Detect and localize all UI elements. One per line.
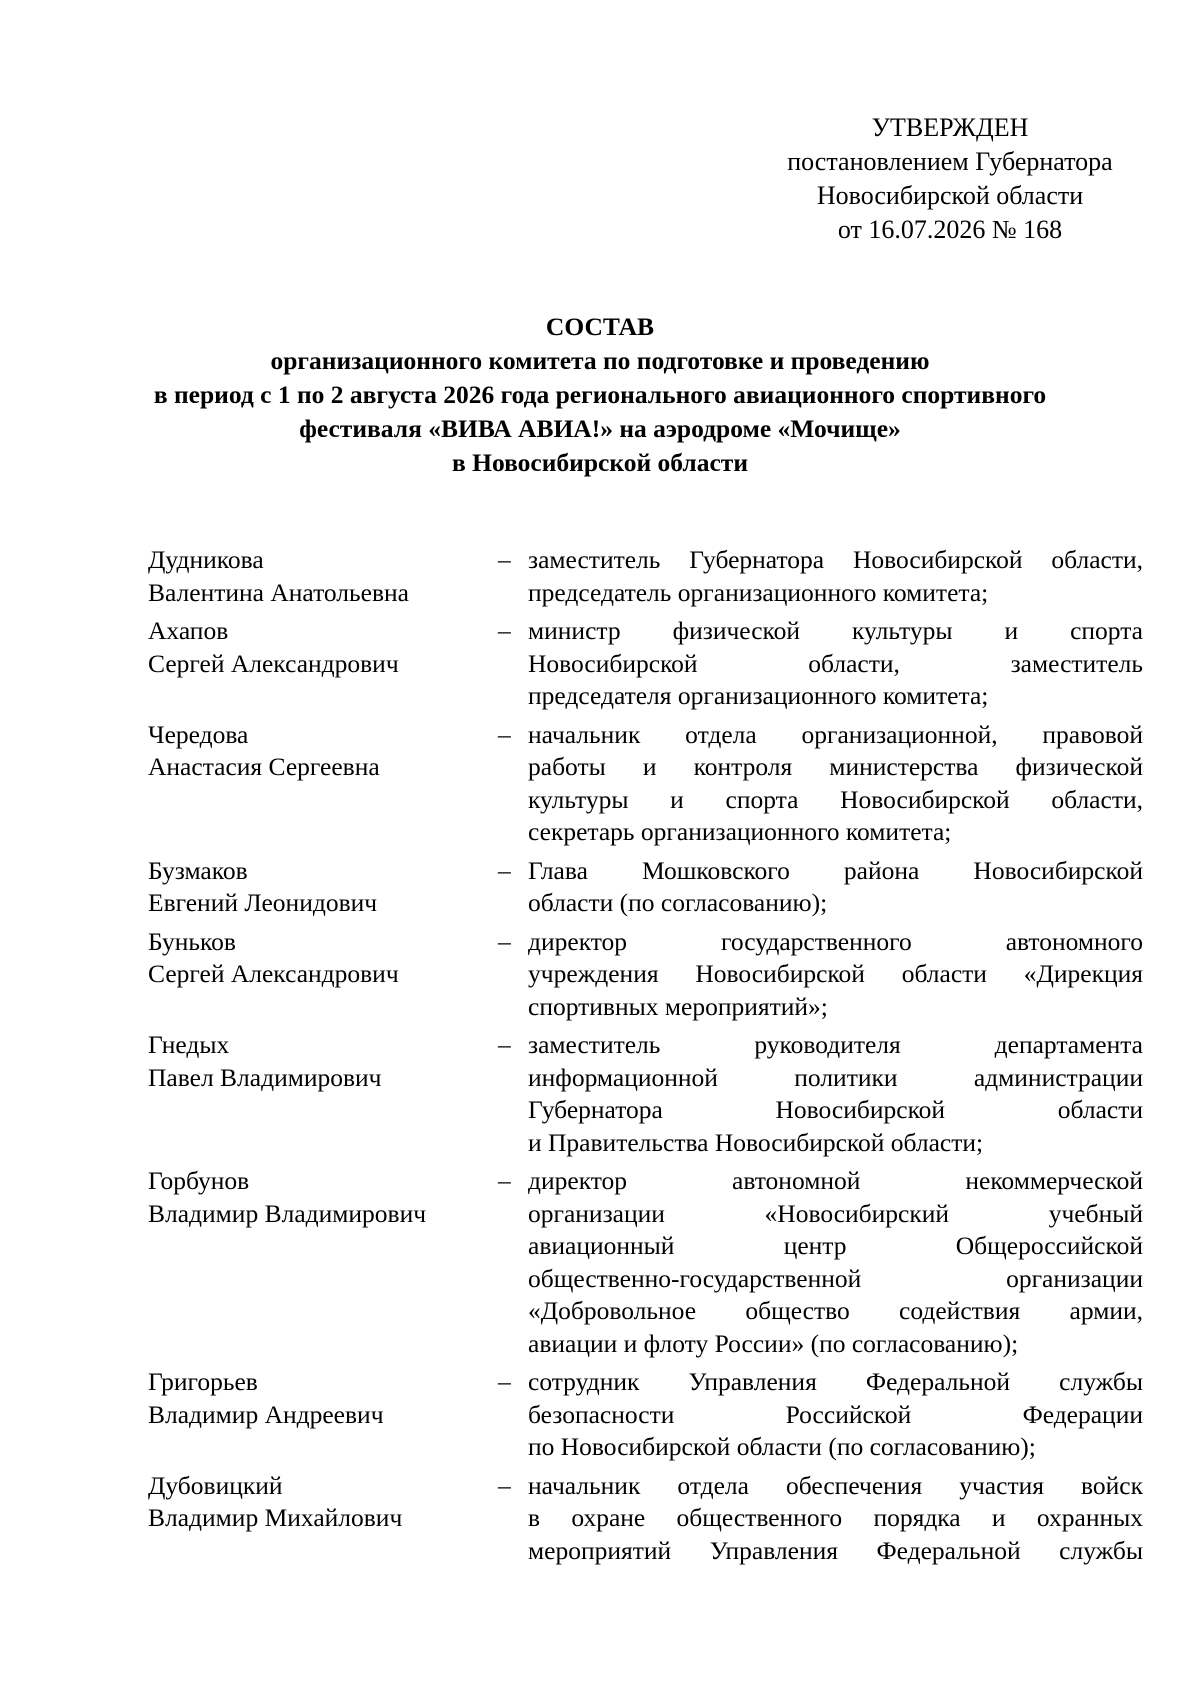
- subtitle-line: фестиваля «ВИВА АВИА!» на аэродроме «Мочище»: [299, 414, 901, 443]
- member-name: [148, 855, 488, 920]
- member-name: [148, 926, 488, 991]
- approval-line: Новосибирской области: [816, 181, 1084, 210]
- role-line: информационной политики администрации: [528, 1062, 1143, 1092]
- committee-member: [148, 1165, 1143, 1360]
- approval-line: от 16.07.2026 № 168: [837, 215, 1063, 244]
- committee-member: [148, 544, 1143, 609]
- role-line: спортивных мероприятий»;: [528, 991, 828, 1021]
- role-line: и Правительства Новосибирской области;: [528, 1127, 984, 1157]
- member-role: [528, 1366, 1143, 1464]
- role-line: организации «Новосибирский учебный: [528, 1198, 1143, 1228]
- committee-member: [148, 1029, 1143, 1159]
- role-line: заместитель руководителя департамента: [528, 1030, 1143, 1059]
- member-role: [528, 544, 1143, 609]
- member-role: [528, 926, 1143, 1024]
- member-surname: Дудникова: [148, 545, 264, 574]
- member-surname: Ахапов: [148, 616, 229, 645]
- member-given: Владимир Андреевич: [148, 1399, 384, 1429]
- document-title: СОСТАВ: [545, 312, 655, 341]
- member-given: Владимир Владимирович: [148, 1198, 427, 1228]
- member-surname: Гнедых: [148, 1030, 230, 1059]
- member-surname: Буньков: [148, 926, 236, 956]
- member-given: Сергей Александрович: [148, 648, 399, 678]
- role-line: авиационный центр Общероссийской: [528, 1231, 1143, 1260]
- dash-separator: –: [498, 1470, 511, 1500]
- dash-separator: –: [498, 545, 511, 574]
- member-role: [528, 1165, 1143, 1360]
- dash-separator: –: [498, 926, 511, 956]
- member-name: [148, 719, 488, 784]
- member-given: Владимир Михайлович: [148, 1503, 403, 1532]
- role-line: сотрудник Управления Федеральной службы: [528, 1367, 1143, 1396]
- committee-member-list: [148, 544, 1143, 1573]
- member-role: [528, 855, 1143, 920]
- member-surname: Горбунов: [148, 1166, 250, 1195]
- document-heading: [100, 310, 1100, 480]
- member-name: [148, 1470, 488, 1535]
- role-line: Губернатора Новосибирской области: [528, 1095, 1143, 1124]
- member-role: [528, 719, 1143, 849]
- role-line: председателя организационного комитета;: [528, 681, 989, 710]
- dash-separator: –: [498, 616, 511, 645]
- role-line: в охране общественного порядка и охранных: [528, 1503, 1143, 1532]
- dash-separator: –: [498, 1030, 511, 1059]
- member-role: [528, 615, 1143, 713]
- member-surname: Дубовицкий: [148, 1470, 283, 1500]
- member-given: Евгений Леонидович: [148, 888, 378, 917]
- role-line: заместитель Губернатора Новосибирской области,: [528, 545, 1143, 574]
- committee-member: [148, 1366, 1143, 1464]
- dash-separator: –: [498, 1166, 511, 1195]
- member-name: [148, 1029, 488, 1094]
- member-given: Павел Владимирович: [148, 1062, 382, 1092]
- committee-member: [148, 1470, 1143, 1568]
- dash-separator: –: [498, 1367, 511, 1396]
- member-surname: Чередова: [148, 719, 249, 749]
- role-line: секретарь организационного комитета;: [528, 817, 952, 846]
- role-line: учреждения Новосибирской области «Дирекция: [528, 959, 1143, 988]
- dash-separator: –: [498, 719, 511, 749]
- role-line: начальник отдела обеспечения участия войск: [528, 1470, 1143, 1500]
- role-line: начальник отдела организационной, правовой: [528, 719, 1143, 749]
- member-role: [528, 1029, 1143, 1159]
- role-line: Глава Мошковского района Новосибирской: [528, 855, 1143, 885]
- role-line: председатель организационного комитета;: [528, 577, 989, 607]
- role-line: авиации и флоту России» (по согласованию);: [528, 1328, 1019, 1358]
- role-line: директор государственного автономного: [528, 926, 1143, 956]
- subtitle-line: в Новосибирской области: [451, 448, 749, 477]
- approval-line: постановлением Губернатора: [787, 147, 1113, 176]
- role-line: министр физической культуры и спорта: [528, 616, 1143, 645]
- committee-member: [148, 615, 1143, 713]
- subtitle-line: организационного комитета по подготовке и проведению: [270, 346, 930, 375]
- role-line: безопасности Российской Федерации: [528, 1399, 1143, 1429]
- member-given: Валентина Анатольевна: [148, 577, 409, 607]
- role-line: «Добровольное общество содействия армии,: [528, 1296, 1143, 1325]
- role-line: культуры и спорта Новосибирской области,: [528, 784, 1143, 814]
- member-given: Анастасия Сергеевна: [148, 752, 380, 781]
- committee-member: [148, 719, 1143, 849]
- role-line: Новосибирской области, заместитель: [528, 648, 1143, 678]
- role-line: общественно-государственной организации: [528, 1263, 1143, 1293]
- role-line: мероприятий Управления Федеральной службы: [528, 1535, 1143, 1565]
- member-name: [148, 615, 488, 680]
- role-line: области (по согласованию);: [528, 888, 828, 917]
- committee-member: [148, 855, 1143, 920]
- member-role: [528, 1470, 1143, 1568]
- approval-stamp: [740, 111, 1160, 247]
- member-given: Сергей Александрович: [148, 959, 399, 988]
- subtitle-line: в период с 1 по 2 августа 2026 года регионального авиационного спортивного: [153, 380, 1047, 409]
- dash-separator: –: [498, 855, 511, 885]
- approval-line: УТВЕРЖДЕН: [871, 113, 1029, 142]
- member-name: [148, 544, 488, 609]
- member-name: [148, 1366, 488, 1431]
- member-surname: Бузмаков: [148, 855, 248, 885]
- role-line: по Новосибирской области (по согласованию);: [528, 1432, 1036, 1461]
- role-line: работы и контроля министерства физической: [528, 752, 1143, 781]
- role-line: директор автономной некоммерческой: [528, 1166, 1143, 1195]
- member-surname: Григорьев: [148, 1367, 258, 1396]
- member-name: [148, 1165, 488, 1230]
- committee-member: [148, 926, 1143, 1024]
